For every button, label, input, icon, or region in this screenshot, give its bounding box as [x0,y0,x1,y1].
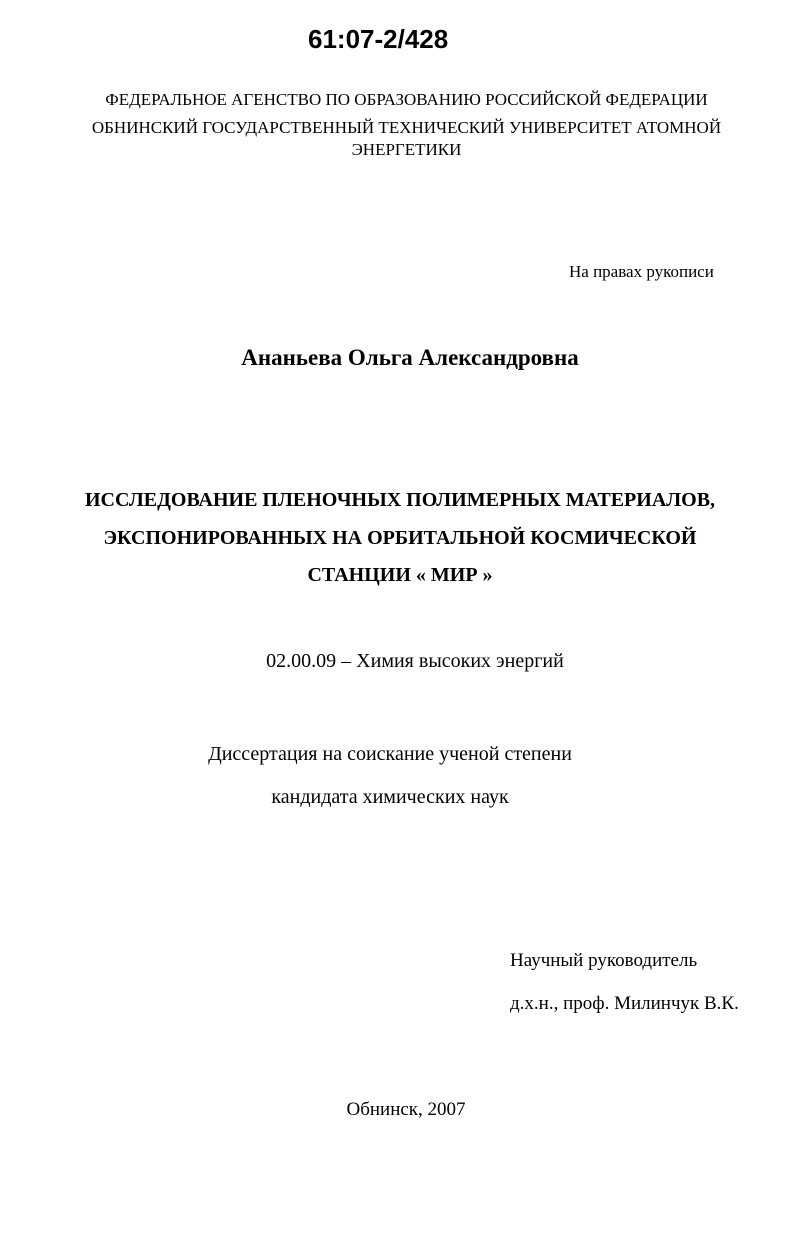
specialty-code: 02.00.09 – Химия высоких энергий [266,650,564,672]
supervisor-name: д.х.н., проф. Милинчук В.К. [510,993,739,1014]
thesis-title-line3: СТАНЦИИ « МИР » [307,564,493,586]
university-name-line1: ОБНИНСКИЙ ГОСУДАРСТВЕННЫЙ ТЕХНИЧЕСКИЙ УНИВЕРСИТЕТ АТОМНОЙ [91,118,722,137]
rights-note: На правах рукописи [569,262,714,281]
dissertation-degree-line2: кандидата химических наук [271,786,509,808]
author-name: Ананьева Ольга Александровна [241,345,579,370]
university-name-line2: ЭНЕРГЕТИКИ [351,140,462,159]
thesis-title-line1: ИССЛЕДОВАНИЕ ПЛЕНОЧНЫХ ПОЛИМЕРНЫХ МАТЕРИАЛОВ, [84,489,716,511]
thesis-title-line2: ЭКСПОНИРОВАННЫХ НА ОРБИТАЛЬНОЙ КОСМИЧЕСКОЙ [103,527,697,549]
agency-name: ФЕДЕРАЛЬНОЕ АГЕНСТВО ПО ОБРАЗОВАНИЮ РОССИЙСКОЙ ФЕДЕРАЦИИ [105,90,708,109]
supervisor-label: Научный руководитель [510,950,698,971]
dissertation-degree-line1: Диссертация на соискание ученой степени [208,743,572,765]
place-and-year: Обнинск, 2007 [346,1099,466,1120]
catalog-number: 61:07-2/428 [308,24,449,54]
